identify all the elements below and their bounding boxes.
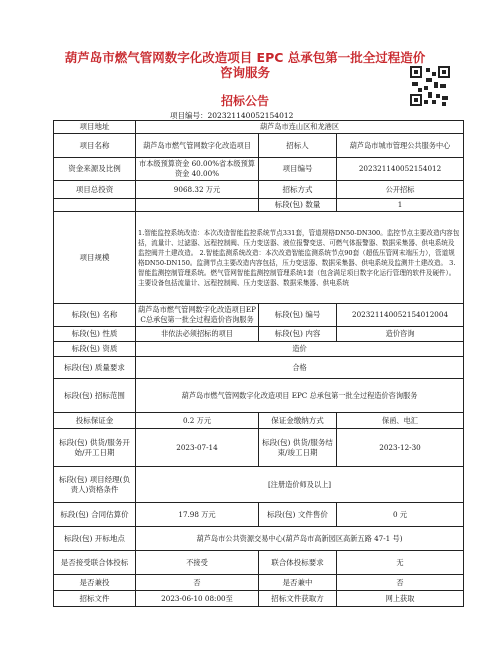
end-date-label: 标段(包) 供货/服务结束/竣工日期 <box>259 429 337 467</box>
consortium-req-label: 联合体投标要求 <box>259 551 337 575</box>
table-row <box>54 181 464 199</box>
table-row <box>54 551 464 575</box>
lot-code-value: 202321140052154012004 <box>337 304 464 327</box>
table-row <box>54 121 464 134</box>
table-row <box>54 413 464 429</box>
funding-label: 资金来源及比例 <box>54 158 136 181</box>
total-investment-value: 9068.32 万元 <box>136 181 259 199</box>
project-name-value: 葫芦岛市燃气管网数字化改造项目 <box>136 134 259 158</box>
consortium-value: 不接受 <box>136 551 259 575</box>
scale-label: 项目规模 <box>54 212 136 304</box>
table-row <box>54 503 464 527</box>
table-row <box>54 467 464 503</box>
lot-quality-label: 标段(包) 质量要求 <box>54 357 136 379</box>
project-location-label: 项目地址 <box>54 121 136 134</box>
document-subtitle: 招标公告 <box>220 94 269 108</box>
lot-name-value: 葫芦岛市燃气管网数字化改造项目EPC总承包第一批全过程造价咨询服务 <box>136 304 259 327</box>
budget-label: 标段(包) 合同估算价 <box>54 503 136 527</box>
two-stage-mid-label: 是否兼中 <box>259 575 337 591</box>
budget-value: 17.98 万元 <box>136 503 259 527</box>
table-row <box>54 591 464 607</box>
tenderer-label: 招标人 <box>259 134 337 158</box>
doc-price-value: 0 元 <box>337 503 464 527</box>
document-title: 葫芦岛市燃气管网数字化改造项目 EPC 总承包第一批全过程造价咨询服务 <box>64 50 426 80</box>
lot-content-value: 造价咨询 <box>337 327 464 342</box>
project-code-value: 202321140052154012 <box>337 158 464 181</box>
lot-code-label: 标段(包) 编号 <box>259 304 337 327</box>
tender-method-value: 公开招标 <box>337 181 464 199</box>
bond-method-label: 保证金缴纳方式 <box>259 413 337 429</box>
table-row <box>54 304 464 327</box>
table-row <box>54 575 464 591</box>
end-date-value: 2023-12-30 <box>337 429 464 467</box>
scale-value: 1.智能监控系统改造：本次改造智能监控系统节点331套，管道规格DN50-DN300。监控节点主要改造内容包括，流量计、过滤器、远程控制阀、压力变送器、液位报警变送、可燃气体报警器、数据采集器、供电系统及监控阀井土建改造。 2.智能监测系统改造：本次改造智能监测系统节点90套（超低压管网末端压力），管道规格DN50-DN150。监测节点主要改造内容包括，压力变送器、数据采集器、供电系统及监测井土建改造。 3.智能监测控制管理系统。燃气管网智能监测控制管理系统1套（包含满足项目数字化运行管理的软件及硬件）。主要设备包括流量计、远程控制阀、压力变送器、数据采集器、供电系统 <box>136 212 464 304</box>
lot-content-label: 标段(包) 内容 <box>259 327 337 342</box>
table-row <box>54 134 464 158</box>
lot-count-label: 标段(包) 数量 <box>259 199 337 212</box>
qr-code-icon <box>410 66 450 106</box>
table-row <box>54 342 464 357</box>
two-stage-mid-value: 否 <box>337 575 464 591</box>
lot-name-label: 标段(包) 名称 <box>54 304 136 327</box>
project-number-line: 项目编号：202321140052154012 <box>170 111 294 120</box>
opening-place-label: 标段(包) 开标地点 <box>54 527 136 551</box>
lot-scope-label: 标段(包) 招标范围 <box>54 379 136 413</box>
lot-count-value: 1 <box>337 199 464 212</box>
lot-quality-value: 合格 <box>136 357 464 379</box>
project-location-value: 葫芦岛市连山区和龙港区 <box>136 121 464 134</box>
doc-method-label: 招标文件获取方 <box>259 591 337 607</box>
tenderer-value: 葫芦岛市城市管理公共服务中心 <box>337 134 464 158</box>
bond-method-value: 保函、电汇 <box>337 413 464 429</box>
bond-value: 0.2 万元 <box>136 413 259 429</box>
table-row <box>54 357 464 379</box>
manager-req-value: [注册造价师及以上] <box>136 467 464 503</box>
project-code-label: 项目编号 <box>259 158 337 181</box>
table-row <box>54 158 464 181</box>
doc-time-label: 招标文件 <box>54 591 136 607</box>
project-name-label: 项目名称 <box>54 134 136 158</box>
tender-method-label: 招标方式 <box>259 181 337 199</box>
table-row <box>54 199 464 212</box>
bond-label: 投标保证金 <box>54 413 136 429</box>
lot-nature-label: 标段(包) 性质 <box>54 327 136 342</box>
manager-req-label: 标段(包) 项目经理(负责人)资格条件 <box>54 467 136 503</box>
tender-info-table <box>53 120 464 607</box>
consortium-label: 是否接受联合体投标 <box>54 551 136 575</box>
lot-scope-value: 葫芦岛市燃气管网数字化改造项目 EPC 总承包第一批全过程造价咨询服务 <box>136 379 464 413</box>
doc-time-value: 2023-06-10 08:00至 <box>136 591 259 607</box>
two-stage-label: 是否兼投 <box>54 575 136 591</box>
doc-method-value: 网上获取 <box>337 591 464 607</box>
lot-qualification-label: 标段(包) 资质 <box>54 342 136 357</box>
two-stage-value: 否 <box>136 575 259 591</box>
opening-place-value: 葫芦岛市公共资源交易中心(葫芦岛市高新园区高新五路 47-1 号) <box>136 527 464 551</box>
total-investment-label: 项目总投资 <box>54 181 136 199</box>
table-row <box>54 327 464 342</box>
start-date-label: 标段(包) 供货/服务开始/开工日期 <box>54 429 136 467</box>
table-row <box>54 527 464 551</box>
table-row <box>54 379 464 413</box>
doc-price-label: 标段(包) 文件售价 <box>259 503 337 527</box>
table-row <box>54 212 464 304</box>
lot-nature-value: 非依法必须招标的项目 <box>136 327 259 342</box>
lot-qualification-value: 造价 <box>136 342 464 357</box>
start-date-value: 2023-07-14 <box>136 429 259 467</box>
funding-value: 市本级预算资金 60.00%省本级预算资金 40.00% <box>136 158 259 181</box>
consortium-req-value: 无 <box>337 551 464 575</box>
table-row <box>54 429 464 467</box>
